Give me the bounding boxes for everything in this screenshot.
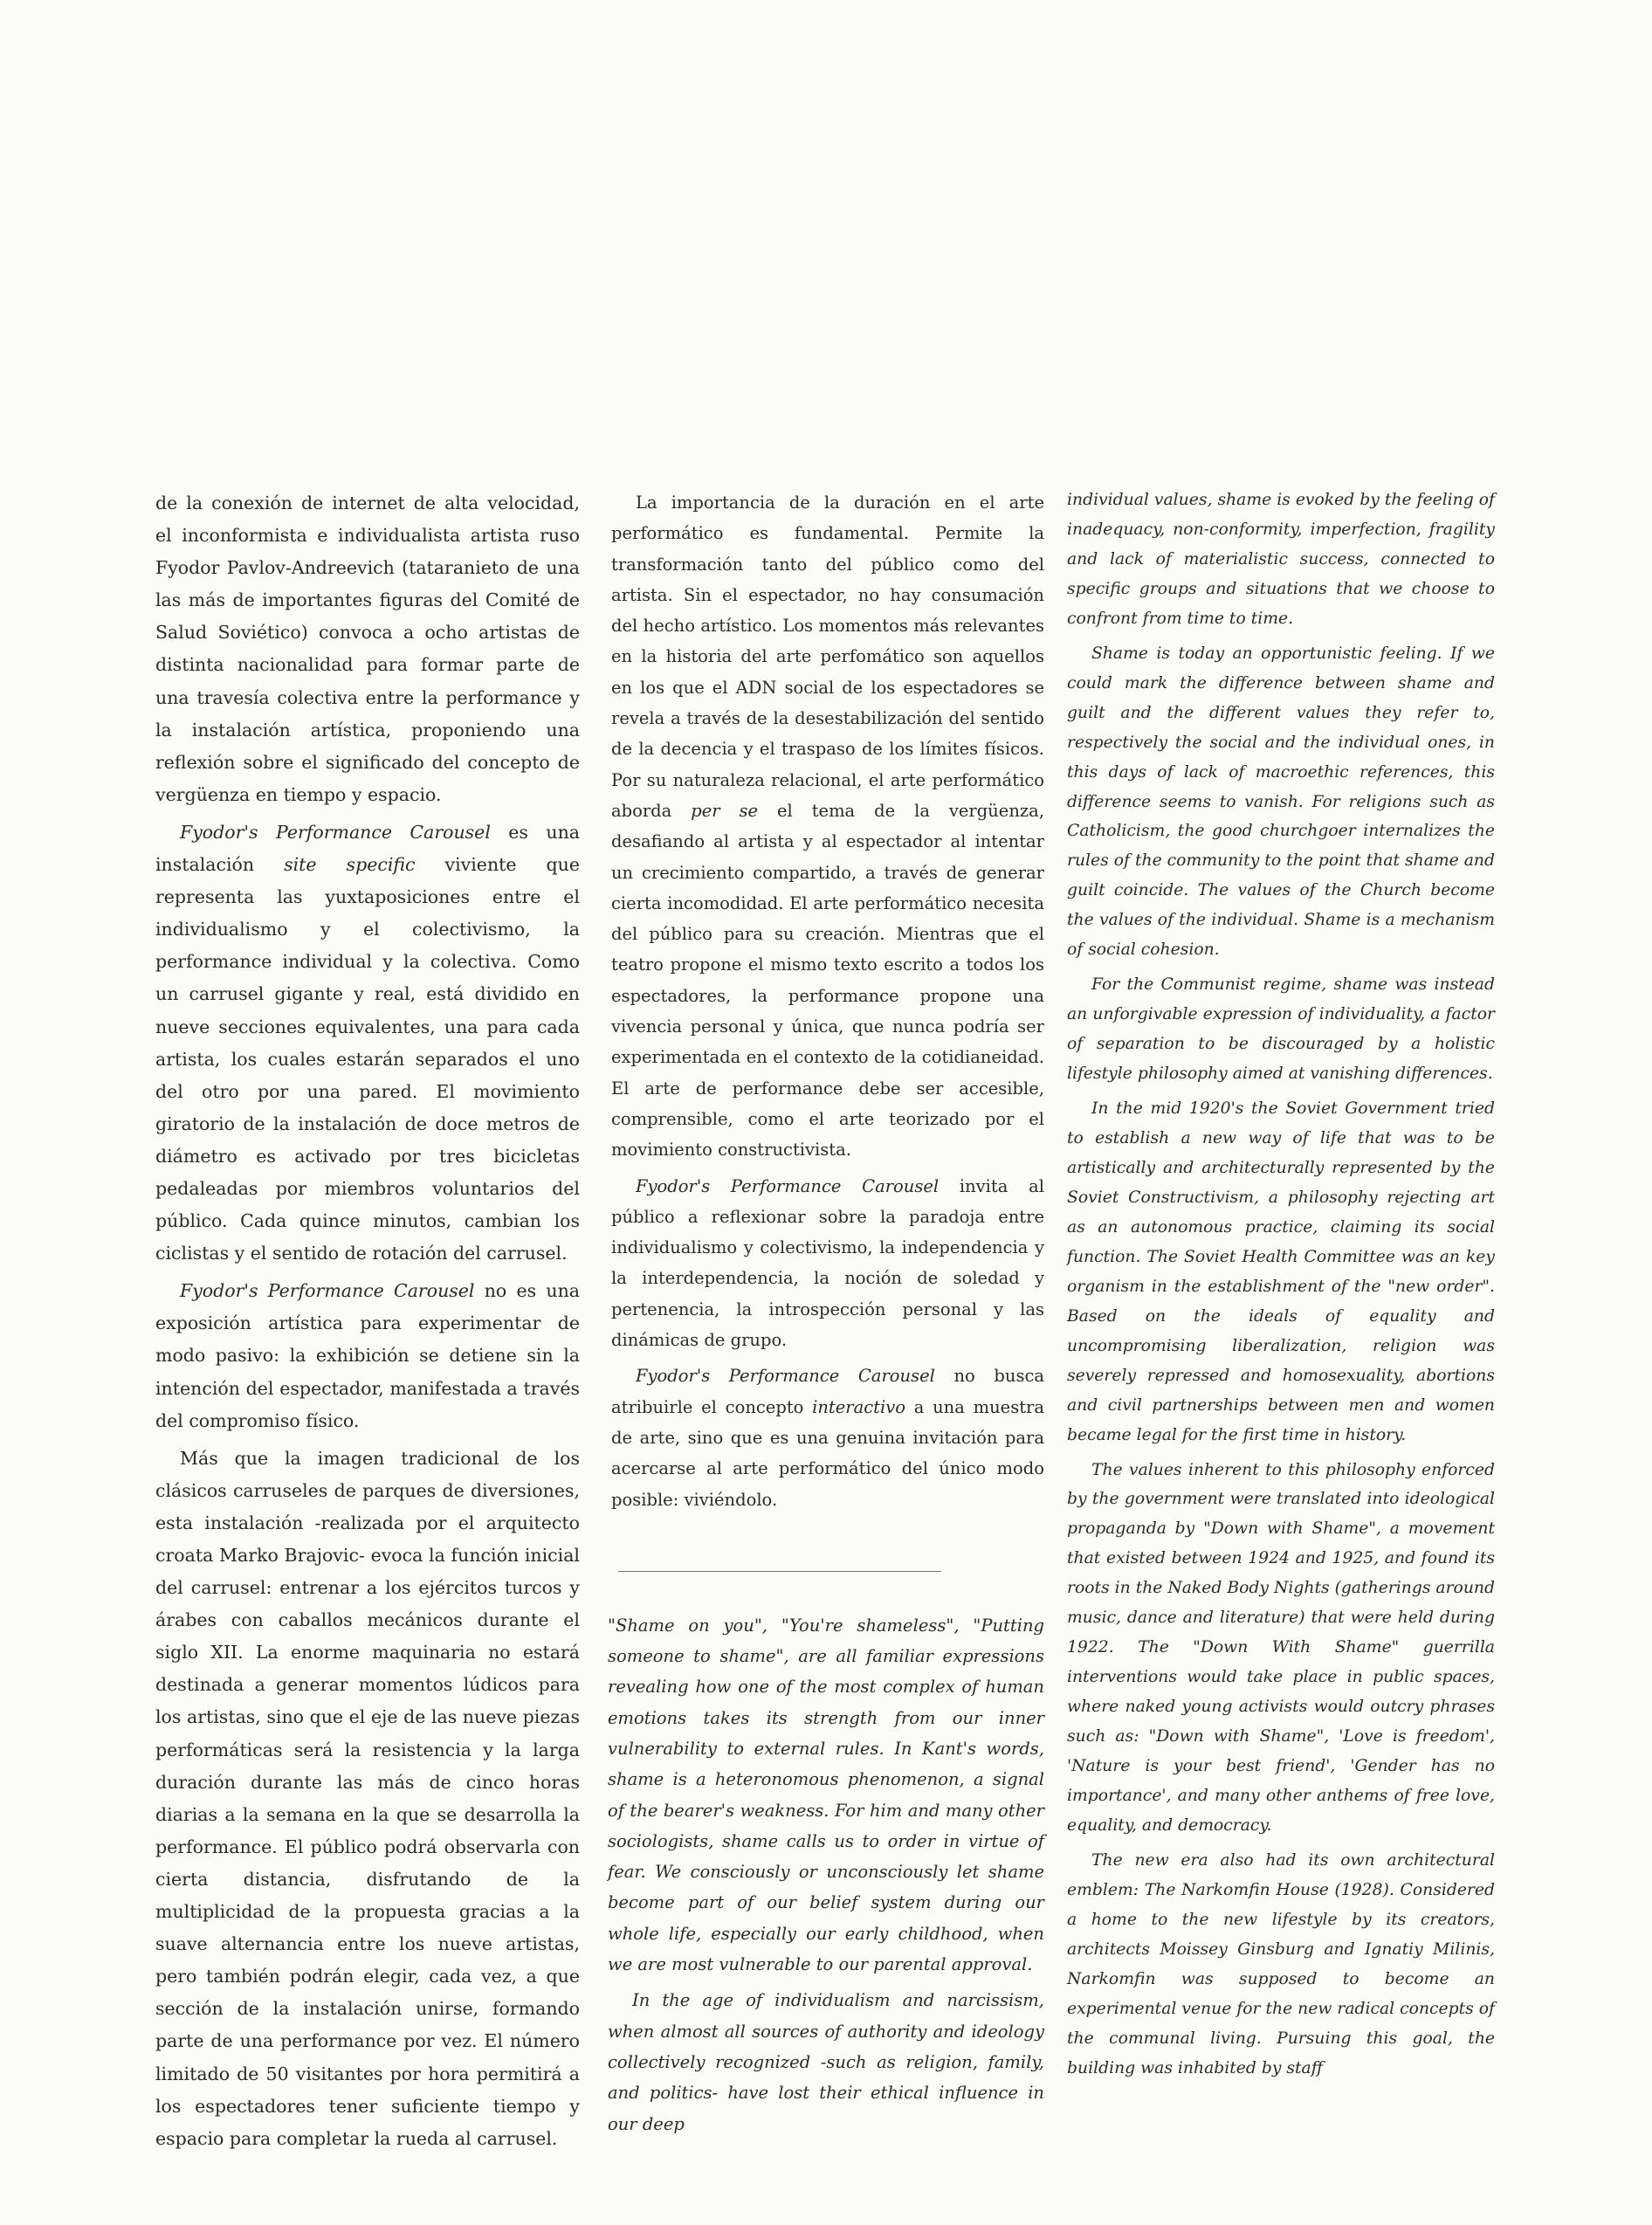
col3-paragraph-5: The values inherent to this philosophy enforced by the government were translated into ideological propaganda by "Down with Shame", a movement that existed between 1924 and 1925, and found its roots in the Naked Body Nights (gatherings around music, dance and literature) that were held during 1922. The "Down With Shame" guerrilla interventions would take place in public spaces, where naked young activists would outcry phrases such as: "Down with Shame", 'Love is freedom', 'Nature is your best friend', 'Gender has no importance', and many other anthems of free love, equality, and democracy. xyxy=(1067,1460,1495,1835)
text-span: a una muestra de arte, sino que es una genuina invitación para acercarse al arte performático del único modo posible: viviéndolo. xyxy=(611,1396,1044,1510)
text-span: per se xyxy=(691,800,759,821)
column-2 xyxy=(608,487,1044,2139)
text-span: es una instalación xyxy=(155,821,580,876)
text-span: no busca atribuirle el concepto xyxy=(611,1366,1044,1417)
carousel-title: Fyodor's Performance Carousel xyxy=(180,1280,475,1302)
english-essay-start xyxy=(608,1610,1044,2139)
text-span: invita al público a reflexionar sobre la paradoja entre individualismo y colectivismo, la independencia y la interdependencia, la noción de soledad y pertenencia, la introspección personal y las dinámicas de grupo. xyxy=(611,1175,1044,1351)
col3-paragraph-1: individual values, shame is evoked by the feeling of inadequacy, non-conformity, imperfection, fragility and lack of materialistic success, connected to specific groups and situations that we choose to confront from time to time. xyxy=(1067,491,1495,628)
text-span: viviente que representa las yuxtaposiciones entre el individualismo y el colectivismo, la performance individual y la colectiva. Como un carrusel gigante y real, está dividido en nueve secciones equivalentes, una para cada artista, los cuales estarán separados el uno del otro por una pared. El movimiento giratorio de la instalación de doce metros de diámetro es activado por tres bicicletas pedaleadas por miembros voluntarios del público. Cada quince minutos, cambian los ciclistas y el sentido de rotación del carrusel. xyxy=(155,854,580,1264)
col1-paragraph-1: de la conexión de internet de alta velocidad, el inconformista e individualista artista ruso Fyodor Pavlov-Andreevich (tataranieto de una las más de importantes figuras del Comité de Salud Soviético) convoca a ocho artistas de distinta nacionalidad para formar parte de una travesía colectiva entre la performance y la instalación artística, proponiendo una reflexión sobre el significado del concepto de vergüenza en tiempo y espacio. xyxy=(155,493,580,805)
text-span: La importancia de la duración en el arte performático es fundamental. Permite la transformación tanto del público como del artista. Sin el espectador, no hay consumación del hecho artístico. Los momentos más relevantes en la historia del arte perfomático son aquellos en los que el ADN social de los espectadores se revela a través de la desestabilización del sentido de la decencia y el traspaso de los límites físicos. Por su naturaleza relacional, el arte performático aborda xyxy=(611,493,1044,821)
text-span: site specific xyxy=(284,854,416,876)
text-span: no es una exposición artística para experimentar de modo pasivo: la exhibición se detiene sin la intención del espectador, manifestada a través del compromiso físico. xyxy=(155,1280,581,1431)
text-span: el tema de la vergüenza, desafiando al artista y al espectador al intentar un crecimiento compartido, a través de generar cierta incomodidad. El arte performático necesita del público para su creación. Mientras que el teatro propone el mismo texto escrito a todos los espectadores, la performance propone una vivencia personal y única, que nunca podría ser experimentada en el contexto de la cotidianeidad. El arte de performance debe ser accesible, comprensible, como el arte teorizado por el movimiento constructivista. xyxy=(611,800,1044,1161)
col3-paragraph-3: For the Communist regime, shame was instead an unforgivable expression of individuality, a factor of separation to be discouraged by a holistic lifestyle philosophy aimed at vanishing differences. xyxy=(1067,975,1495,1084)
col2-paragraph-3 xyxy=(611,1360,1044,1514)
col2-essay-paragraph-1: "Shame on you", "You're shameless", "Putting someone to shame", are all familiar expressions revealing how one of the most complex of human emotions takes its strength from our inner vulnerability to external rules. In Kant's words, shame is a heteronomous phenomenon, a signal of the bearer's weakness. For him and many other sociologists, shame calls us to order in virtue of fear. We consciously or unconsciously let shame become part of our belief system during our whole life, especially our early childhood, when we are most vulnerable to our parental approval. xyxy=(608,1615,1044,1975)
text-span: interactivo xyxy=(812,1396,906,1417)
carousel-title: Fyodor's Performance Carousel xyxy=(636,1366,935,1387)
carousel-title: Fyodor's Performance Carousel xyxy=(636,1175,940,1196)
column-1 xyxy=(155,487,580,2155)
col1-paragraph-2 xyxy=(155,816,580,1270)
col2-essay-paragraph-2: In the age of individualism and narcissism, when almost all sources of authority and ideology collectively recognized -such as religion, family, and politics- have lost their ethical influence in our deep xyxy=(608,1990,1044,2134)
section-divider xyxy=(618,1571,941,1572)
col2-paragraph-1 xyxy=(611,487,1044,1166)
col3-paragraph-4: In the mid 1920's the Soviet Government tried to establish a new way of life that was to be artistically and architecturally represented by the Soviet Constructivism, a philosophy rejecting art as an autonomous practice, claiming its social function. The Soviet Health Committee was an key organism in the establishment of the "new order". Based on the ideals of equality and uncompromising liberalization, religion was severely repressed and homosexuality, abortions and civil partnerships between men and women became legal for the first time in history. xyxy=(1067,1099,1495,1444)
column-3 xyxy=(1067,486,1495,2084)
col3-paragraph-6: The new era also had its own architectural emblem: The Narkomfin House (1928). Considered a home to the new lifestyle by its creators, architects Moissey Ginsburg and Ignatiy Milinis, Narkomfin was supposed to become an experimental venue for the new radical concepts of the communal living. Pursuing this goal, the building was inhabited by staff xyxy=(1067,1850,1495,2077)
carousel-title: Fyodor's Performance Carousel xyxy=(180,821,491,843)
col1-paragraph-3 xyxy=(155,1275,580,1436)
col2-paragraph-2 xyxy=(611,1171,1044,1356)
col1-paragraph-4: Más que la imagen tradicional de los clásicos carruseles de parques de diversiones, esta instalación -realizada por el arquitecto croata Marko Brajovic- evoca la función inicial del carrusel: entrenar a los ejércitos turcos y árabes con caballos mecánicos durante el siglo XII. La enorme maquinaria no estará destinada a generar momentos lúdicos para los artistas, sino que el eje de las nueve piezas performáticas será la resistencia y la larga duración durante las más de cinco horas diarias a la semana en la que se desarrolla la performance. El público podrá observarla con cierta distancia, disfrutando de la multiplicidad de la propuesta gracias a la suave alternancia entre los nueve artistas, pero también podrán elegir, cada vez, a que sección de la instalación unirse, formando parte de una performance por vez. El número limitado de 50 visitantes por hora permitirá a los espectadores tener suficiente tiempo y espacio para completar la rueda al carrusel. xyxy=(155,1447,580,2149)
col3-paragraph-2: Shame is today an opportunistic feeling. If we could mark the difference between shame and guilt and the different values they refer to, respectively the social and the individual ones, in this days of lack of macroethic references, this difference seems to vanish. For religions such as Catholicism, the good churchgoer internalizes the rules of the community to the point that shame and guilt coincide. The values of the Church become the values of the individual. Shame is a mechanism of social cohesion. xyxy=(1067,644,1495,960)
